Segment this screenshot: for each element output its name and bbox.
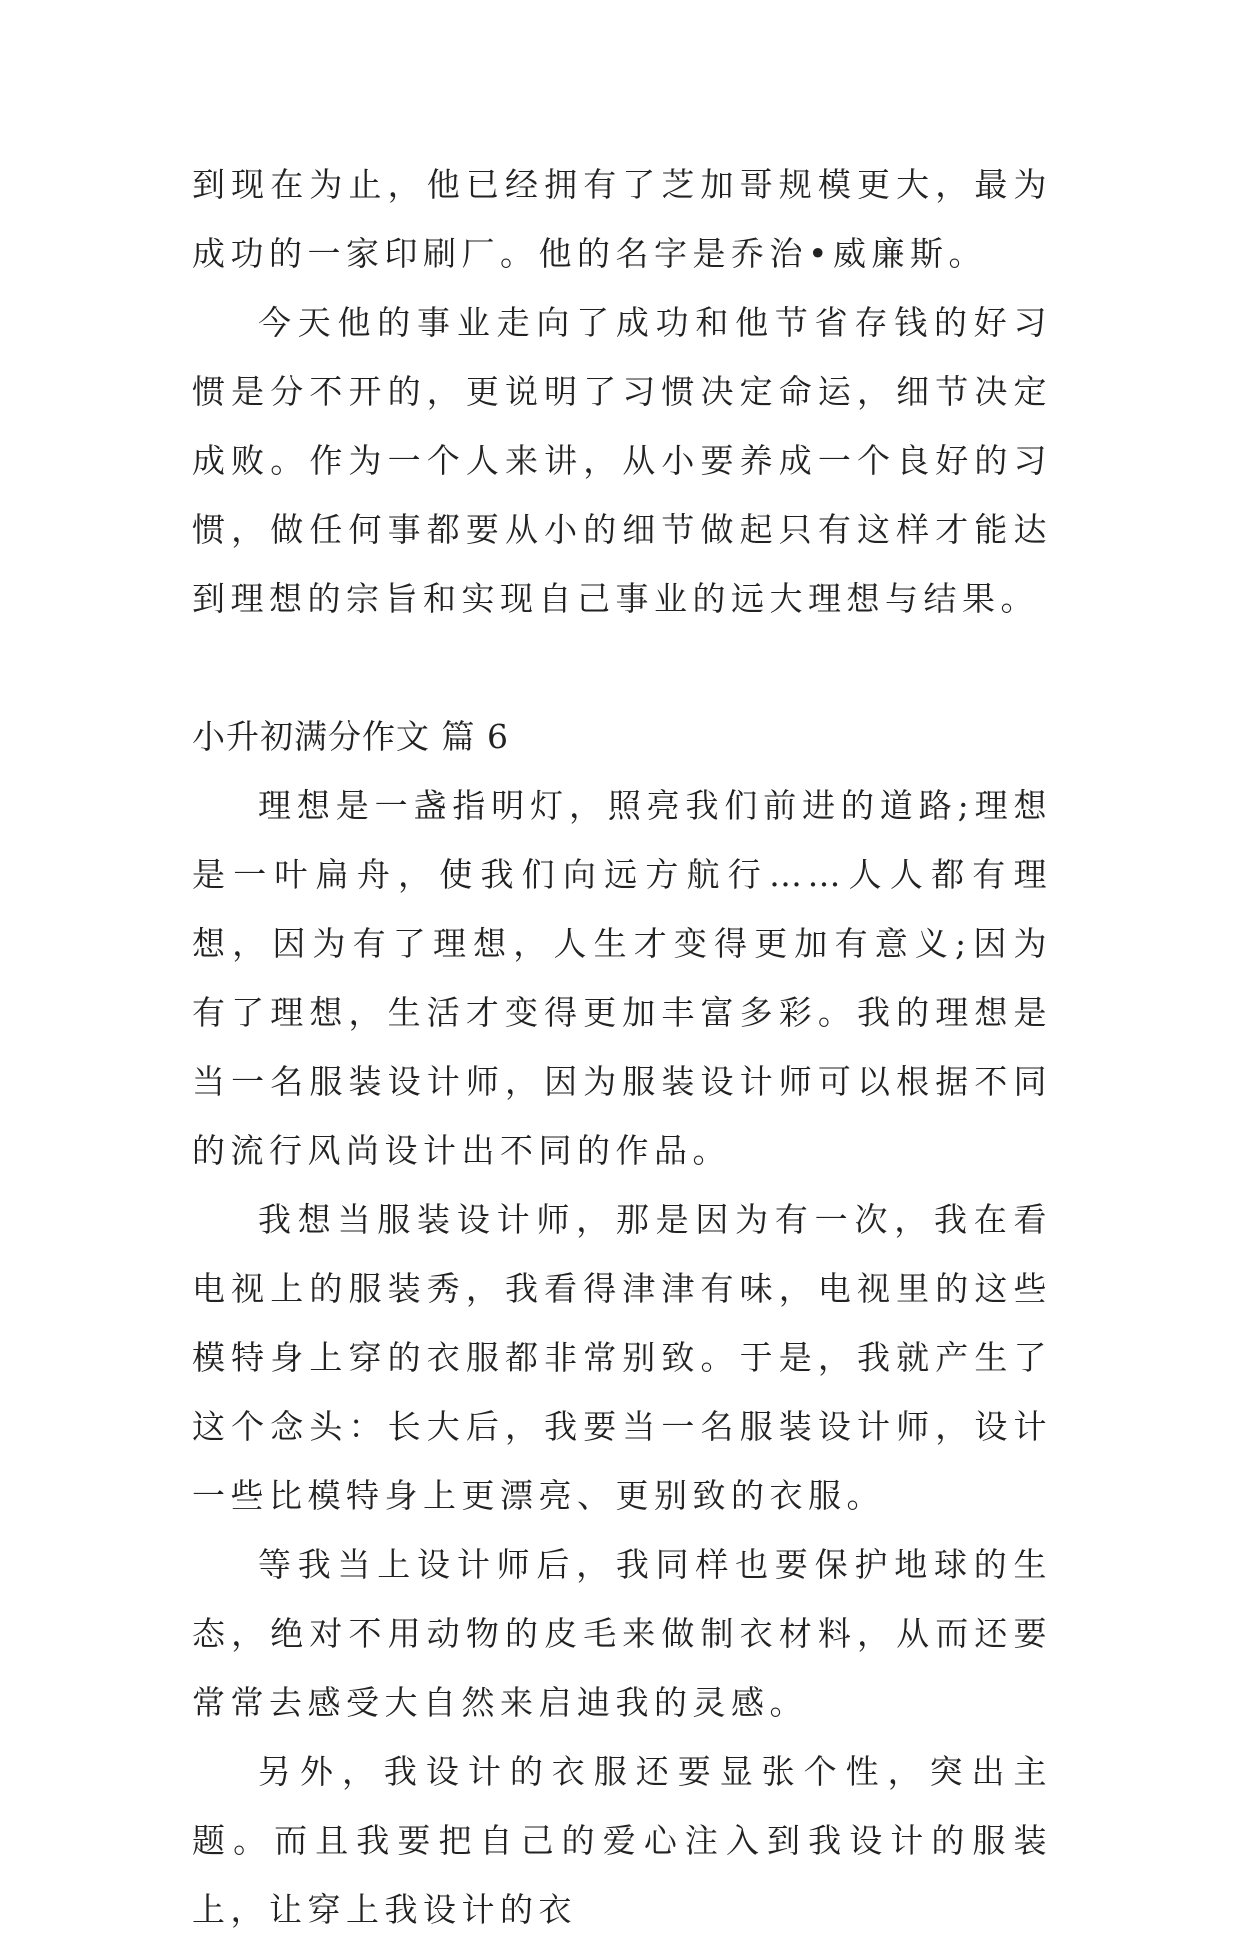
paragraph-2: 今天他的事业走向了成功和他节省存钱的好习惯是分不开的，更说明了习惯决定命运，细节决定成败。作为一个人来讲，从小要养成一个良好的习惯，做任何事都要从小的细节做起只有这样才能达到理想的宗旨和实现自己事业的远大理想与结果。 bbox=[192, 303, 1052, 618]
paragraph-3: 理想是一盏指明灯，照亮我们前进的道路;理想是一叶扁舟，使我们向远方航行……人人都有理想，因为有了理想，人生才变得更加有意义;因为有了理想，生活才变得更加丰富多彩。我的理想是当一名服装设计师，因为服装设计师可以根据不同的流行风尚设计出不同的作品。 bbox=[192, 786, 1052, 1170]
paragraph-5: 等我当上设计师后，我同样也要保护地球的生态，绝对不用动物的皮毛来做制衣材料，从而还要常常去感受大自然来启迪我的灵感。 bbox=[192, 1545, 1052, 1722]
paragraph-1: 到现在为止，他已经拥有了芝加哥规模更大，最为成功的一家印刷厂。他的名字是乔治•威廉斯。 bbox=[192, 165, 1052, 273]
paragraph-6: 另外，我设计的衣服还要显张个性，突出主题。而且我要把自己的爱心注入到我设计的服装上，让穿上我设计的衣 bbox=[192, 1752, 1052, 1929]
document-page bbox=[192, 150, 1052, 1944]
paragraph-4: 我想当服装设计师，那是因为有一次，我在看电视上的服装秀，我看得津津有味，电视里的这些模特身上穿的衣服都非常别致。于是，我就产生了这个念头：长大后，我要当一名服装设计师，设计一些比模特身上更漂亮、更别致的衣服。 bbox=[192, 1200, 1052, 1515]
section-heading: 小升初满分作文 篇 6 bbox=[192, 717, 509, 756]
